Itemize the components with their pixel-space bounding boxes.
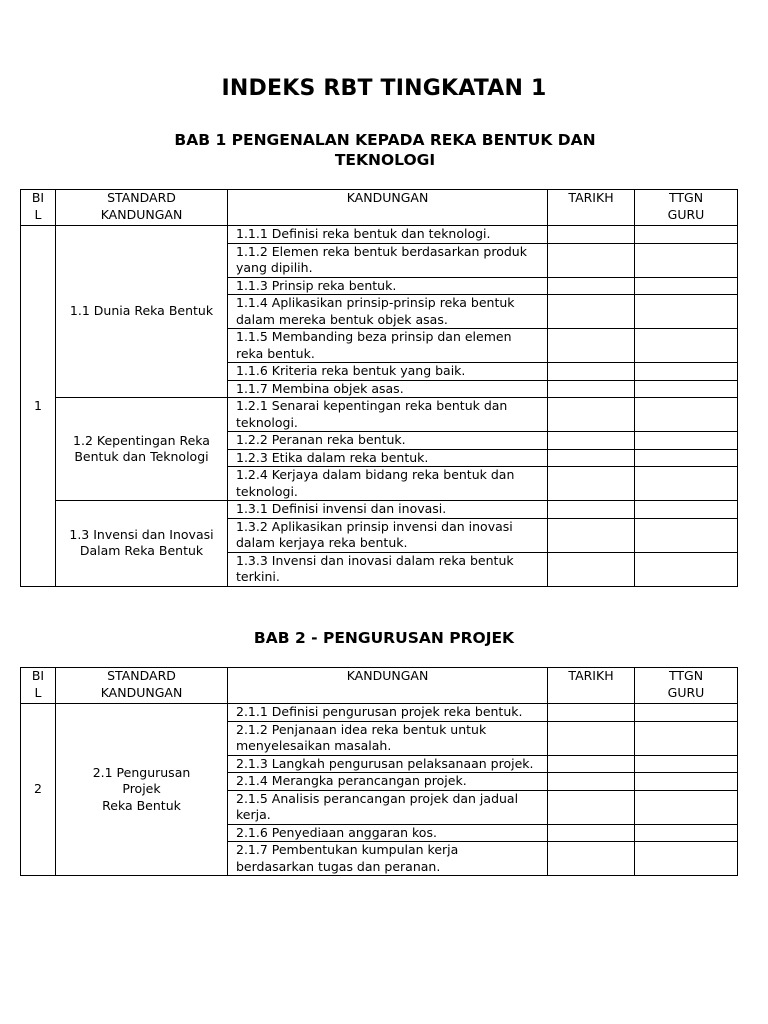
ttgn-cell[interactable] (635, 704, 738, 722)
tarikh-cell[interactable] (548, 277, 635, 295)
ttgn-cell[interactable] (635, 363, 738, 381)
header-tarikh: TARIKH (548, 668, 635, 704)
header-kandungan: KANDUNGAN (228, 668, 548, 704)
standard-cell: 1.3 Invensi dan Inovasi Dalam Reka Bentuk (56, 501, 228, 587)
ttgn-cell[interactable] (635, 501, 738, 519)
tarikh-cell[interactable] (548, 755, 635, 773)
bil-cell: 1 (21, 226, 56, 587)
header-standard: STANDARD KANDUNGAN (56, 190, 228, 226)
standard-cell: 2.1 Pengurusan Projek Reka Bentuk (56, 704, 228, 876)
tarikh-cell[interactable] (548, 380, 635, 398)
kandungan-cell: 2.1.7 Pembentukan kumpulan kerja berdasarkan tugas dan peranan. (228, 842, 548, 876)
table-header-row (21, 190, 738, 226)
table-row (21, 226, 738, 244)
kandungan-cell: 1.3.3 Invensi dan inovasi dalam reka bentuk terkini. (228, 552, 548, 586)
table-row (21, 501, 738, 519)
kandungan-cell: 1.1.6 Kriteria reka bentuk yang baik. (228, 363, 548, 381)
ttgn-cell[interactable] (635, 467, 738, 501)
ttgn-cell[interactable] (635, 755, 738, 773)
ttgn-cell[interactable] (635, 277, 738, 295)
tarikh-cell[interactable] (548, 226, 635, 244)
header-ttgn: TTGN GURU (635, 190, 738, 226)
tarikh-cell[interactable] (548, 449, 635, 467)
tarikh-cell[interactable] (548, 295, 635, 329)
kandungan-cell: 1.1.7 Membina objek asas. (228, 380, 548, 398)
ttgn-cell[interactable] (635, 790, 738, 824)
ttgn-cell[interactable] (635, 226, 738, 244)
header-ttgn: TTGN GURU (635, 668, 738, 704)
bab1-table (20, 189, 738, 587)
tarikh-cell[interactable] (548, 552, 635, 586)
table-row (21, 398, 738, 432)
tarikh-cell[interactable] (548, 518, 635, 552)
kandungan-cell: 2.1.1 Definisi pengurusan projek reka bentuk. (228, 704, 548, 722)
bab1-heading-line2: TEKNOLOGI (334, 151, 436, 169)
tarikh-cell[interactable] (548, 467, 635, 501)
page-title: INDEKS RBT TINGKATAN 1 (221, 76, 547, 101)
tarikh-cell[interactable] (548, 398, 635, 432)
tarikh-cell[interactable] (548, 842, 635, 876)
kandungan-cell: 1.1.1 Definisi reka bentuk dan teknologi. (228, 226, 548, 244)
ttgn-cell[interactable] (635, 432, 738, 450)
ttgn-cell[interactable] (635, 552, 738, 586)
kandungan-cell: 2.1.6 Penyediaan anggaran kos. (228, 824, 548, 842)
bab2-table (20, 667, 738, 876)
kandungan-cell: 2.1.2 Penjanaan idea reka bentuk untuk menyelesaikan masalah. (228, 721, 548, 755)
tarikh-cell[interactable] (548, 329, 635, 363)
header-bil: BI L (21, 668, 56, 704)
header-tarikh: TARIKH (548, 190, 635, 226)
ttgn-cell[interactable] (635, 842, 738, 876)
kandungan-cell: 2.1.3 Langkah pengurusan pelaksanaan projek. (228, 755, 548, 773)
header-kandungan: KANDUNGAN (228, 190, 548, 226)
standard-cell: 1.2 Kepentingan Reka Bentuk dan Teknologi (56, 398, 228, 501)
bil-cell: 2 (21, 704, 56, 876)
bab1-heading-line1: BAB 1 PENGENALAN KEPADA REKA BENTUK DAN (174, 131, 596, 149)
ttgn-cell[interactable] (635, 518, 738, 552)
tarikh-cell[interactable] (548, 721, 635, 755)
kandungan-cell: 1.1.3 Prinsip reka bentuk. (228, 277, 548, 295)
ttgn-cell[interactable] (635, 243, 738, 277)
tarikh-cell[interactable] (548, 704, 635, 722)
tarikh-cell[interactable] (548, 501, 635, 519)
tarikh-cell[interactable] (548, 773, 635, 791)
ttgn-cell[interactable] (635, 773, 738, 791)
kandungan-cell: 1.2.4 Kerjaya dalam bidang reka bentuk dan teknologi. (228, 467, 548, 501)
bab2-heading: BAB 2 - PENGURUSAN PROJEK (253, 629, 515, 647)
tarikh-cell[interactable] (548, 824, 635, 842)
kandungan-cell: 1.1.5 Membanding beza prinsip dan elemen reka bentuk. (228, 329, 548, 363)
kandungan-cell: 1.3.1 Definisi invensi dan inovasi. (228, 501, 548, 519)
ttgn-cell[interactable] (635, 824, 738, 842)
tarikh-cell[interactable] (548, 432, 635, 450)
table-row (21, 704, 738, 722)
kandungan-cell: 2.1.5 Analisis perancangan projek dan jadual kerja. (228, 790, 548, 824)
kandungan-cell: 1.1.4 Aplikasikan prinsip-prinsip reka bentuk dalam mereka bentuk objek asas. (228, 295, 548, 329)
ttgn-cell[interactable] (635, 398, 738, 432)
tarikh-cell[interactable] (548, 363, 635, 381)
table-header-row (21, 668, 738, 704)
bab1-heading (120, 130, 650, 170)
header-standard: STANDARD KANDUNGAN (56, 668, 228, 704)
kandungan-cell: 1.2.1 Senarai kepentingan reka bentuk dan teknologi. (228, 398, 548, 432)
kandungan-cell: 1.2.3 Etika dalam reka bentuk. (228, 449, 548, 467)
tarikh-cell[interactable] (548, 790, 635, 824)
kandungan-cell: 1.3.2 Aplikasikan prinsip invensi dan inovasi dalam kerjaya reka bentuk. (228, 518, 548, 552)
ttgn-cell[interactable] (635, 449, 738, 467)
kandungan-cell: 1.2.2 Peranan reka bentuk. (228, 432, 548, 450)
kandungan-cell: 1.1.2 Elemen reka bentuk berdasarkan produk yang dipilih. (228, 243, 548, 277)
ttgn-cell[interactable] (635, 380, 738, 398)
kandungan-cell: 2.1.4 Merangka perancangan projek. (228, 773, 548, 791)
ttgn-cell[interactable] (635, 295, 738, 329)
standard-cell: 1.1 Dunia Reka Bentuk (56, 226, 228, 398)
header-bil: BI L (21, 190, 56, 226)
ttgn-cell[interactable] (635, 721, 738, 755)
ttgn-cell[interactable] (635, 329, 738, 363)
tarikh-cell[interactable] (548, 243, 635, 277)
